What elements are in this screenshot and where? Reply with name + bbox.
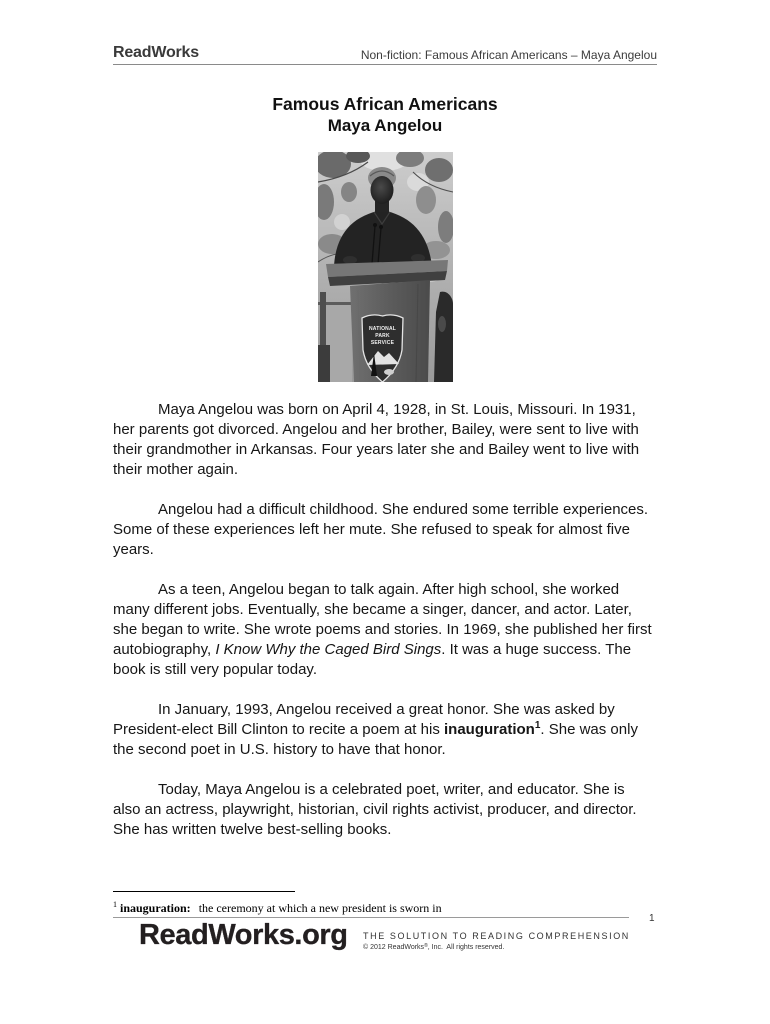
vocabulary-term: inauguration [444, 721, 535, 738]
microphone-head [373, 223, 377, 227]
title-line-2: Maya Angelou [327, 116, 443, 135]
running-title: Non-fiction: Famous African Americans – Maya Angelou [360, 48, 657, 62]
footnote-divider [113, 891, 295, 892]
microphone-head [379, 225, 383, 229]
paragraph-line: their grandmother in Arkansas. Four years later she and Bailey went to live with [113, 441, 640, 458]
page-number: 1 [649, 913, 655, 924]
photo-illustration [318, 152, 453, 382]
paragraph-line: also an actress, playwright, historian, civil rights activist, producer, and director. [113, 801, 637, 818]
paragraph-line: years. [113, 541, 154, 558]
paragraph-5 [113, 780, 663, 840]
footnote [113, 901, 442, 917]
paragraph-line [113, 720, 663, 740]
paragraph-line: She has written twelve best-selling books. [113, 821, 392, 838]
copyright-notice [363, 943, 504, 953]
paragraph-line: she began to write. She wrote poems and stories. In 1969, she published her first [113, 621, 652, 638]
sign-text-line: NATIONAL [368, 326, 397, 332]
sign-text-line: PARK [375, 333, 390, 339]
readworks-footer-logo: ReadWorks.org [139, 919, 348, 951]
bystander-highlight [438, 316, 446, 332]
line-text: autobiography, [113, 641, 216, 658]
registered-mark: ® [424, 943, 428, 949]
foliage [341, 182, 357, 202]
speaker-face [371, 176, 394, 204]
paragraph-line: their mother again. [113, 461, 239, 478]
paragraph-line: her parents got divorced. Angelou and her brother, Bailey, were sent to live with [113, 421, 639, 438]
background-railing [318, 292, 352, 382]
dark-foreground [318, 345, 330, 382]
speaker-right-hand [411, 254, 425, 262]
footnote-term: inauguration: [120, 901, 191, 915]
paragraph-line: Some of these experiences left her mute. She refused to speak for almost five [113, 521, 630, 538]
title-line-1: Famous African Americans [272, 94, 498, 114]
paragraph-line: book is still very popular today. [113, 661, 317, 678]
paragraph-line: many different jobs. Eventually, she became a singer, dancer, and actor. Later, [113, 601, 632, 618]
footnote-definition: the ceremony at which a new president is sworn in [198, 901, 442, 915]
book-title: I Know Why the Caged Bird Sings [215, 641, 442, 658]
footer-tagline: THE SOLUTION TO READING COMPREHENSION [363, 931, 630, 941]
foliage [425, 158, 453, 182]
paragraph-line: Today, Maya Angelou is a celebrated poet, writer, and educator. She is [158, 781, 625, 798]
maya-angelou-photo [318, 152, 453, 382]
paragraph-line: Maya Angelou was born on April 4, 1928, in St. Louis, Missouri. In 1931, [158, 401, 636, 418]
line-text: President-elect Bill Clinton to recite a poem at his [113, 721, 444, 738]
line-text: . She was only [540, 721, 638, 738]
copyright-text: , Inc. All rights reserved. [427, 944, 505, 951]
speaker-left-hand [343, 256, 357, 264]
copyright-text: © 2012 ReadWorks [363, 944, 425, 951]
paragraph-1 [113, 400, 663, 480]
paragraph-line: the second poet in U.S. history to have that honor. [113, 741, 446, 758]
bison-icon [384, 369, 394, 375]
page-title [0, 93, 770, 137]
paragraph-line: In January, 1993, Angelou received a great honor. She was asked by [158, 701, 615, 718]
paragraph-3 [113, 580, 663, 680]
readworks-header-logo: ReadWorks [113, 44, 199, 61]
paragraph-2 [113, 500, 663, 560]
footnote-marker: 1 [113, 900, 117, 909]
paragraph-line: Angelou had a difficult childhood. She endured some terrible experiences. [158, 501, 649, 518]
paragraph-line [113, 640, 663, 660]
line-text: . It was a huge success. The [441, 641, 632, 658]
header-divider [113, 64, 657, 65]
article-body [113, 400, 663, 860]
sign-text-line: SERVICE [370, 340, 395, 346]
paragraph-line: As a teen, Angelou began to talk again. After high school, she worked [158, 581, 620, 598]
footnote-reference: 1 [534, 720, 541, 731]
foliage [416, 186, 436, 214]
sky-patch [334, 214, 350, 230]
paragraph-4 [113, 700, 663, 760]
